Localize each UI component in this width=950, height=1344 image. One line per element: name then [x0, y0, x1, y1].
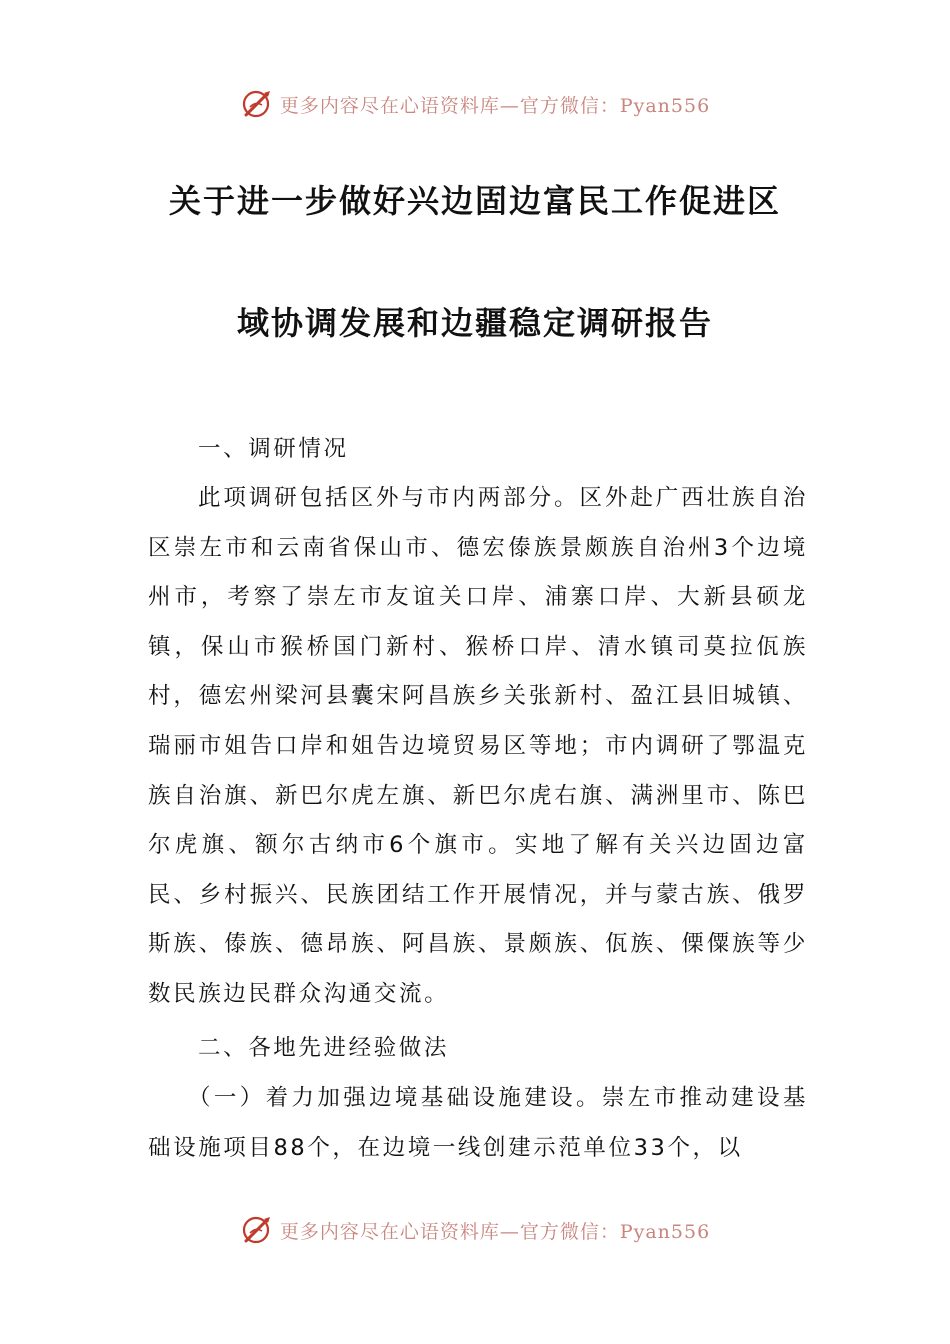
paragraph-2: （一）着力加强边境基础设施建设。崇左市推动建设基础设施项目88个，在边境一线创建示范单位33个，以 — [148, 1085, 808, 1161]
watermark-header — [0, 84, 950, 124]
watermark-footer — [0, 1210, 950, 1250]
document-title-line-1: 关于进一步做好兴边固边富民工作促进区 — [168, 182, 781, 220]
section-heading-1: 一、调研情况 — [198, 436, 349, 462]
section-2-body — [148, 1074, 808, 1173]
section-1-body — [148, 474, 808, 1020]
pen-logo-icon — [240, 1213, 274, 1247]
section-heading-2: 二、各地先进经验做法 — [198, 1035, 450, 1061]
watermark-text: 更多内容尽在心语资料库—官方微信：Pyan556 — [279, 1220, 711, 1243]
watermark-text: 更多内容尽在心语资料库—官方微信：Pyan556 — [279, 94, 711, 117]
pen-logo-icon — [240, 87, 274, 121]
document-title-line-2: 域协调发展和边疆稳定调研报告 — [236, 304, 713, 342]
paragraph-1: 此项调研包括区外与市内两部分。区外赴广西壮族自治区崇左市和云南省保山市、德宏傣族景颇族自治州3个边境州市，考察了崇左市友谊关口岸、浦寨口岸、大新县硕龙镇，保山市猴桥国门新村、猴桥口岸、清水镇司莫拉佤族村，德宏州梁河县囊宋阿昌族乡关张新村、盈江县旧城镇、瑞丽市姐告口岸和姐告边境贸易区等地；市内调研了鄂温克族自治旗、新巴尔虎左旗、新巴尔虎右旗、满洲里市、陈巴尔虎旗、额尔古纳市6个旗市。实地了解有关兴边固边富民、乡村振兴、民族团结工作开展情况，并与蒙古族、俄罗斯族、傣族、德昂族、阿昌族、景颇族、佤族、傈僳族等少数民族边民群众沟通交流。 — [148, 485, 808, 1007]
